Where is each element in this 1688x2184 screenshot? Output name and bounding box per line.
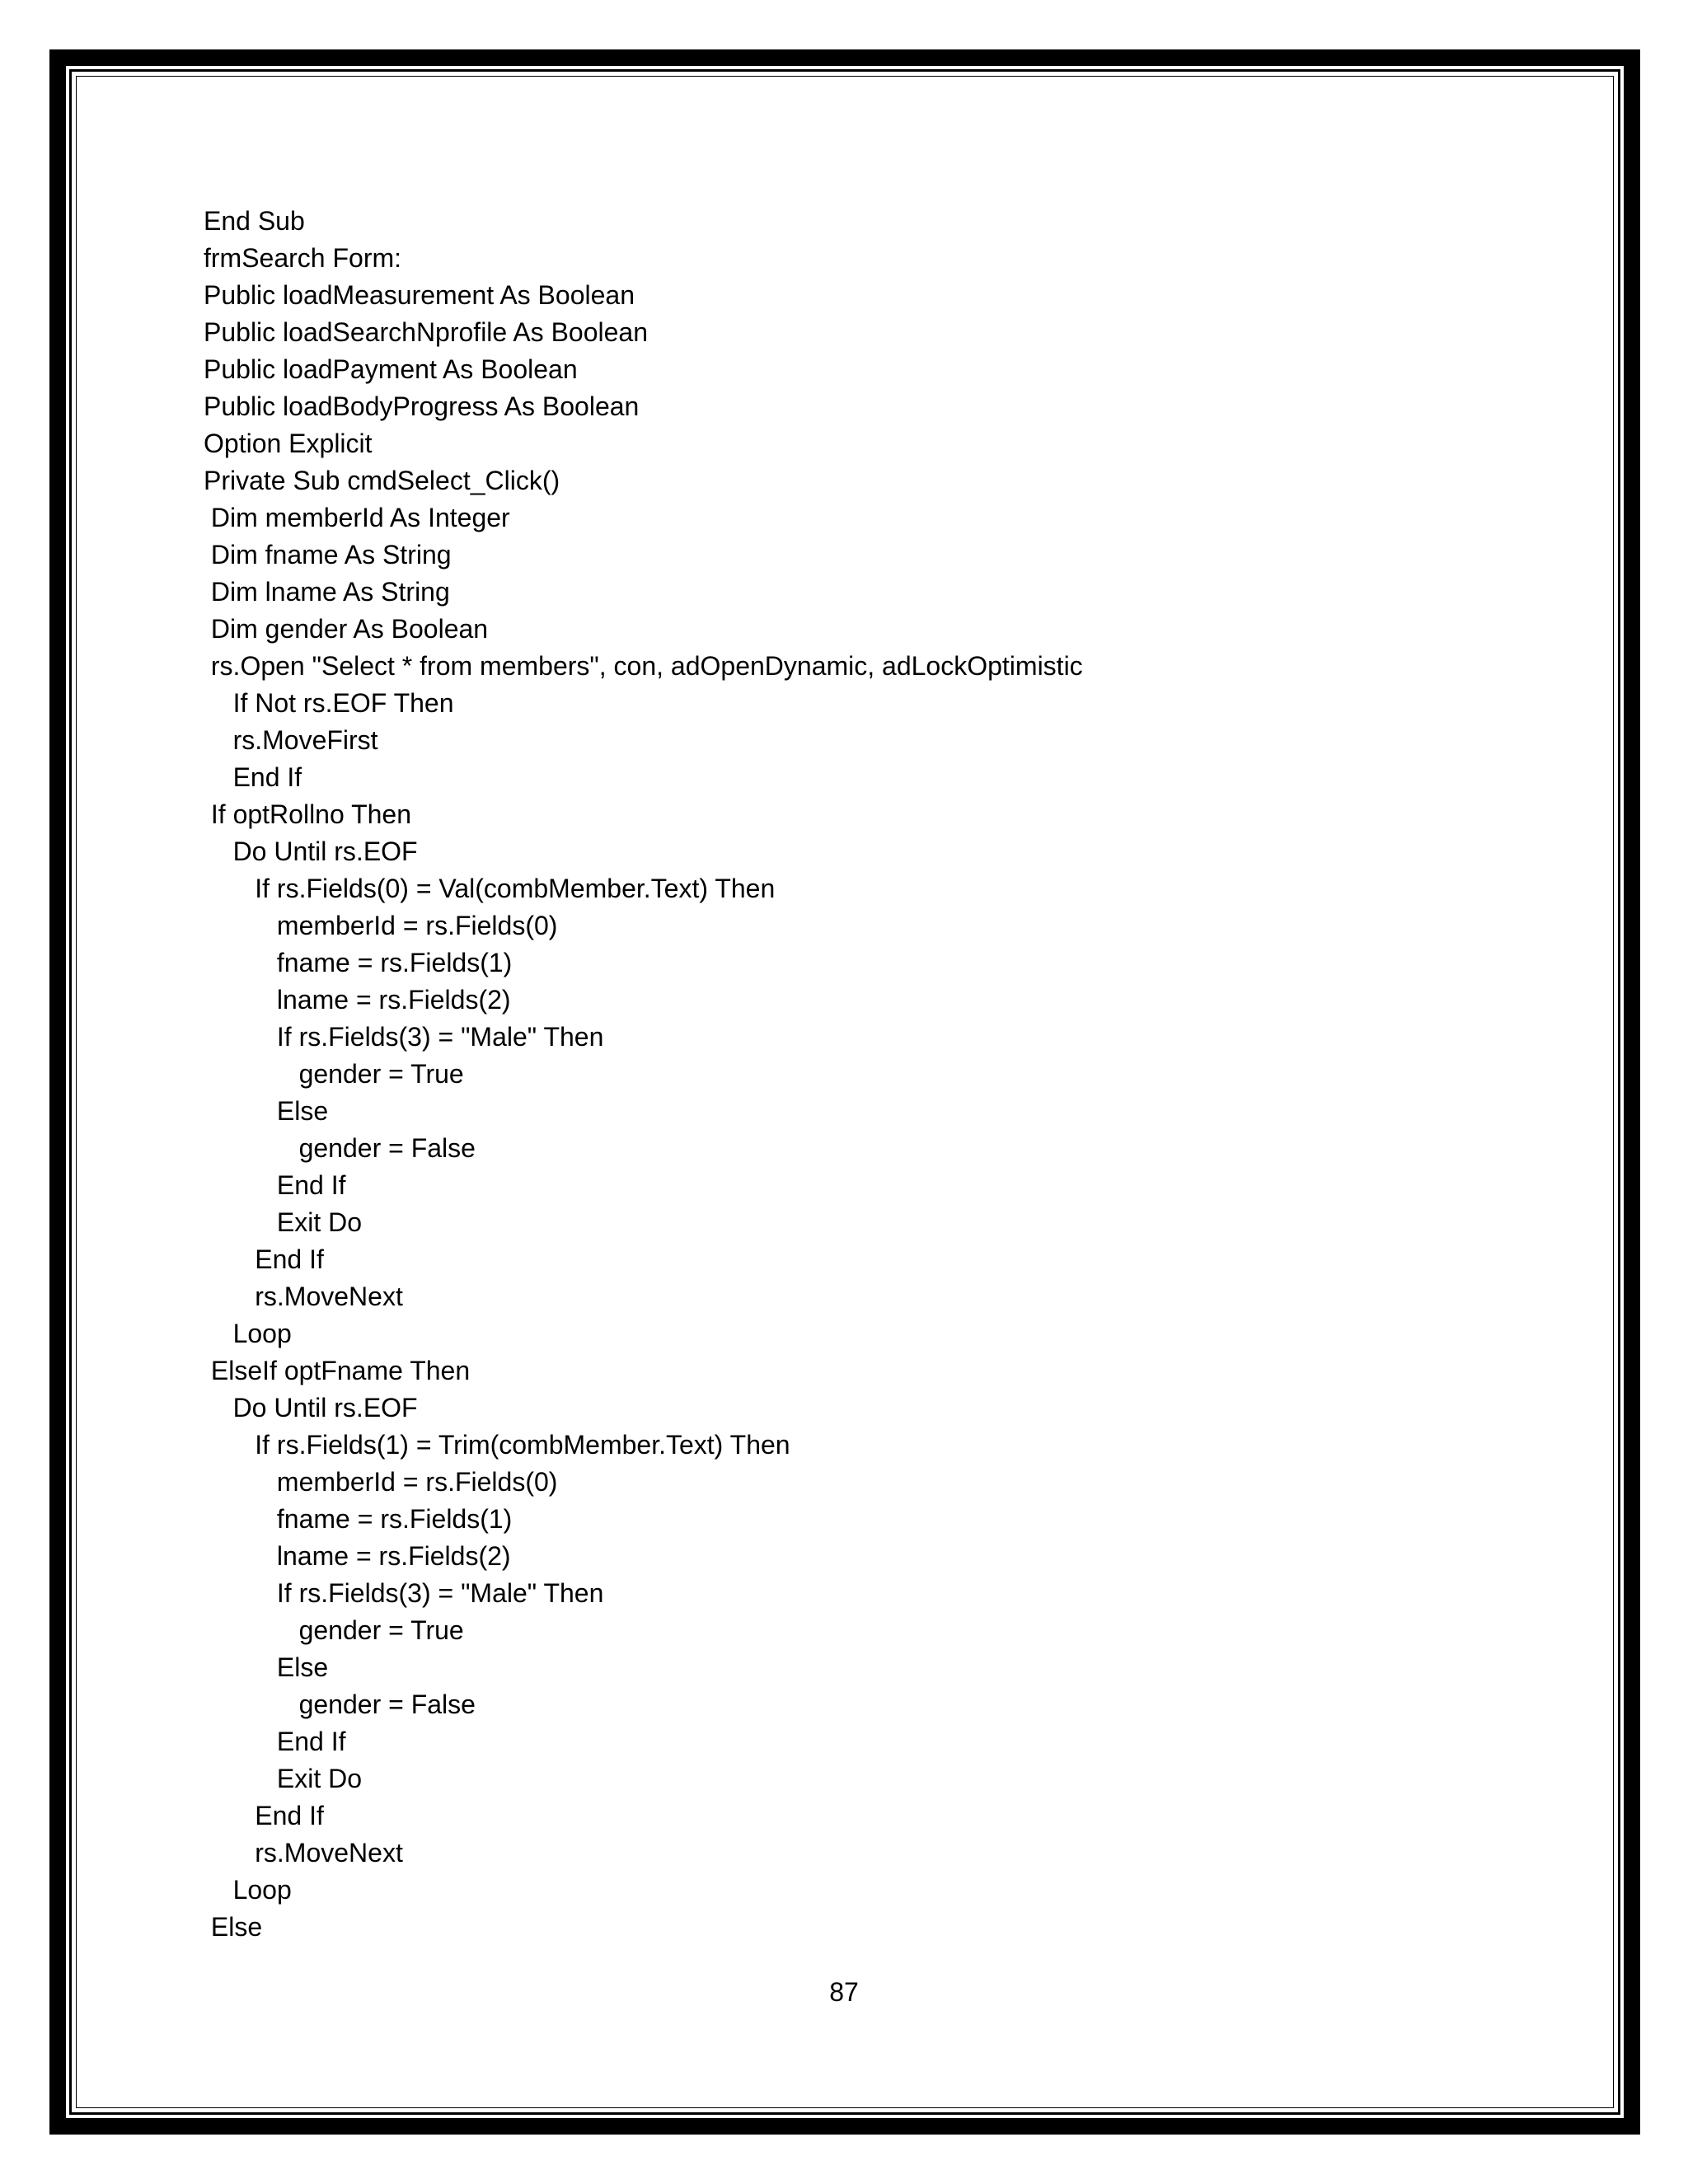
code-line: Else — [204, 1652, 329, 1682]
code-line: Dim gender As Boolean — [204, 614, 489, 644]
code-line: Dim lname As String — [204, 577, 450, 607]
code-line: End If — [204, 762, 302, 792]
code-line: Public loadMeasurement As Boolean — [204, 280, 635, 310]
code-line: gender = False — [204, 1133, 476, 1163]
code-line: fname = rs.Fields(1) — [204, 1504, 513, 1534]
code-line: If rs.Fields(0) = Val(combMember.Text) Then — [204, 874, 776, 903]
code-line: Dim fname As String — [204, 540, 452, 569]
code-line: Do Until rs.EOF — [204, 1393, 418, 1422]
code-line: memberId = rs.Fields(0) — [204, 911, 558, 940]
code-line: If rs.Fields(1) = Trim(combMember.Text) Then — [204, 1430, 790, 1460]
code-line: Public loadPayment As Boolean — [204, 354, 578, 384]
code-line: rs.MoveNext — [204, 1838, 403, 1868]
code-line: Do Until rs.EOF — [204, 837, 418, 866]
code-line: Public loadSearchNprofile As Boolean — [204, 317, 648, 347]
code-line: ElseIf optFname Then — [204, 1356, 471, 1385]
code-line: rs.MoveFirst — [204, 725, 378, 755]
code-line: rs.MoveNext — [204, 1282, 403, 1311]
code-line: Else — [204, 1912, 263, 1942]
code-line: End If — [204, 1244, 324, 1274]
code-line: memberId = rs.Fields(0) — [204, 1467, 558, 1497]
code-line: If Not rs.EOF Then — [204, 688, 454, 718]
code-listing — [204, 203, 1522, 1946]
code-line: Exit Do — [204, 1207, 363, 1237]
code-line: Public loadBodyProgress As Boolean — [204, 391, 640, 421]
code-line: gender = True — [204, 1615, 464, 1645]
page-number: 87 — [829, 1977, 859, 2007]
code-line: gender = False — [204, 1690, 476, 1719]
code-line: Loop — [204, 1875, 292, 1905]
code-line: End If — [204, 1801, 324, 1830]
code-line: End If — [204, 1170, 346, 1200]
code-line: Loop — [204, 1319, 292, 1348]
code-line: End If — [204, 1727, 346, 1756]
code-line: If rs.Fields(3) = "Male" Then — [204, 1022, 604, 1052]
code-line: frmSearch Form: — [204, 243, 402, 273]
code-line: fname = rs.Fields(1) — [204, 948, 513, 977]
code-line: End Sub — [204, 206, 305, 236]
code-line: Option Explicit — [204, 429, 373, 458]
code-line: Private Sub cmdSelect_Click() — [204, 466, 560, 495]
code-line: Else — [204, 1096, 329, 1126]
code-line: Exit Do — [204, 1764, 363, 1793]
code-line: lname = rs.Fields(2) — [204, 1541, 511, 1571]
code-line: If optRollno Then — [204, 799, 412, 829]
code-line: gender = True — [204, 1059, 464, 1089]
code-line: rs.Open "Select * from members", con, adOpenDynamic, adLockOptimistic — [204, 651, 1083, 681]
code-line: lname = rs.Fields(2) — [204, 985, 511, 1015]
code-line: Dim memberId As Integer — [204, 503, 510, 532]
code-line: If rs.Fields(3) = "Male" Then — [204, 1578, 604, 1608]
